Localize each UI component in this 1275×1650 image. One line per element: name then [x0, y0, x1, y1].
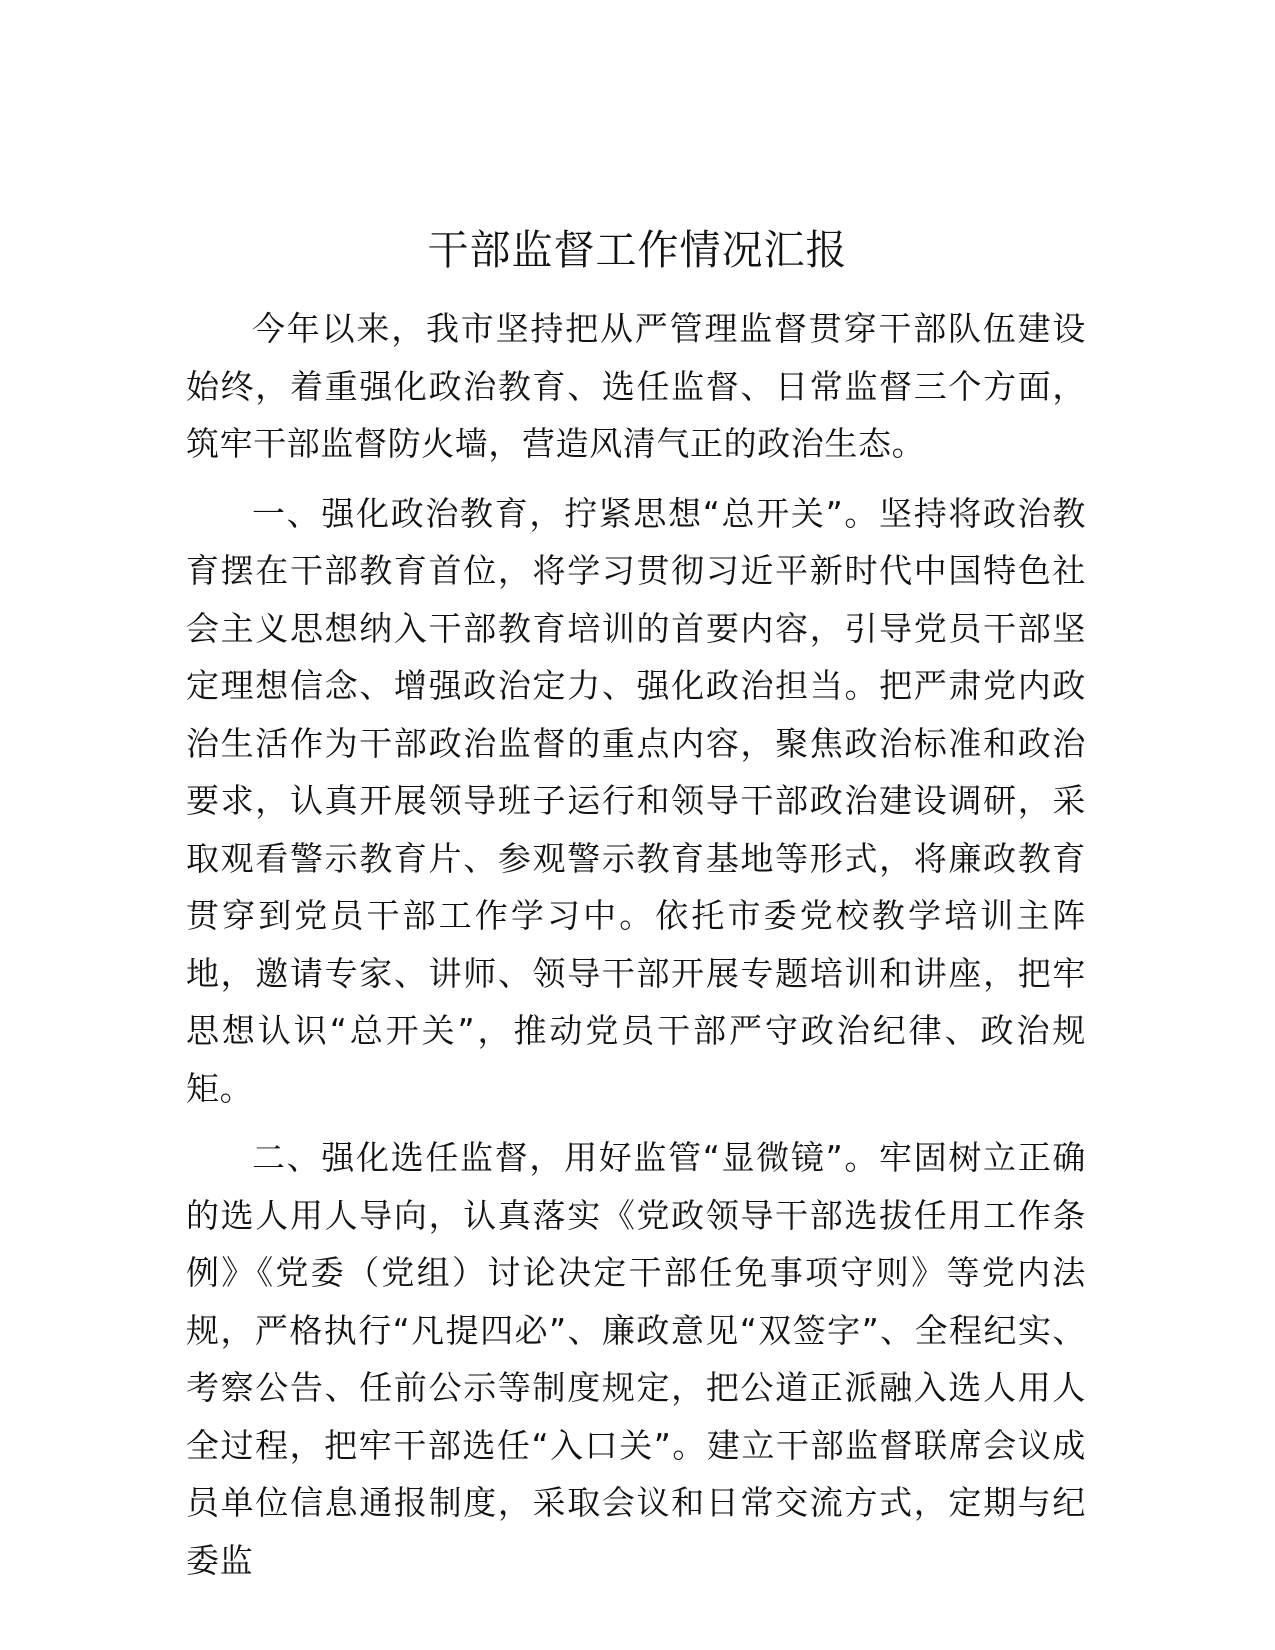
paragraph-selection-supervision: 二、强化选任监督，用好监管“显微镜”。牢固树立正确的选人用人导向，认真落实《党政领导干部选拔任用工作条例》《党委（党组）讨论决定干部任免事项守则》等党内法规，严格执行“凡提四必”、廉政意见“双签字”、全程纪实、考察公告、任前公示等制度规定，把公道正派融入选人用人全过程，把牢干部选任“入口关”。建立干部监督联席会议成员单位信息通报制度，采取会议和日常交流方式，定期与纪委监	[186, 1138, 1086, 1580]
document-body	[186, 300, 1086, 1601]
paragraph-intro: 今年以来，我市坚持把从严管理监督贯穿干部队伍建设始终，着重强化政治教育、选任监督、日常监督三个方面，筑牢干部监督防火墙，营造风清气正的政治生态。	[186, 309, 1086, 463]
paragraph-political-education: 一、强化政治教育，拧紧思想“总开关”。坚持将政治教育摆在干部教育首位，将学习贯彻习近平新时代中国特色社会主义思想纳入干部教育培训的首要内容，引导党员干部坚定理想信念、增强政治定力、强化政治担当。把严肃党内政治生活作为干部政治监督的重点内容，聚焦政治标准和政治要求，认真开展领导班子运行和领导干部政治建设调研，采取观看警示教育片、参观警示教育基地等形式，将廉政教育贯穿到党员干部工作学习中。依托市委党校教学培训主阵地，邀请专家、讲师、领导干部开展专题培训和讲座，把牢思想认识“总开关”，推动党员干部严守政治纪律、政治规矩。	[186, 493, 1086, 1108]
page-title: 干部监督工作情况汇报	[427, 226, 848, 274]
